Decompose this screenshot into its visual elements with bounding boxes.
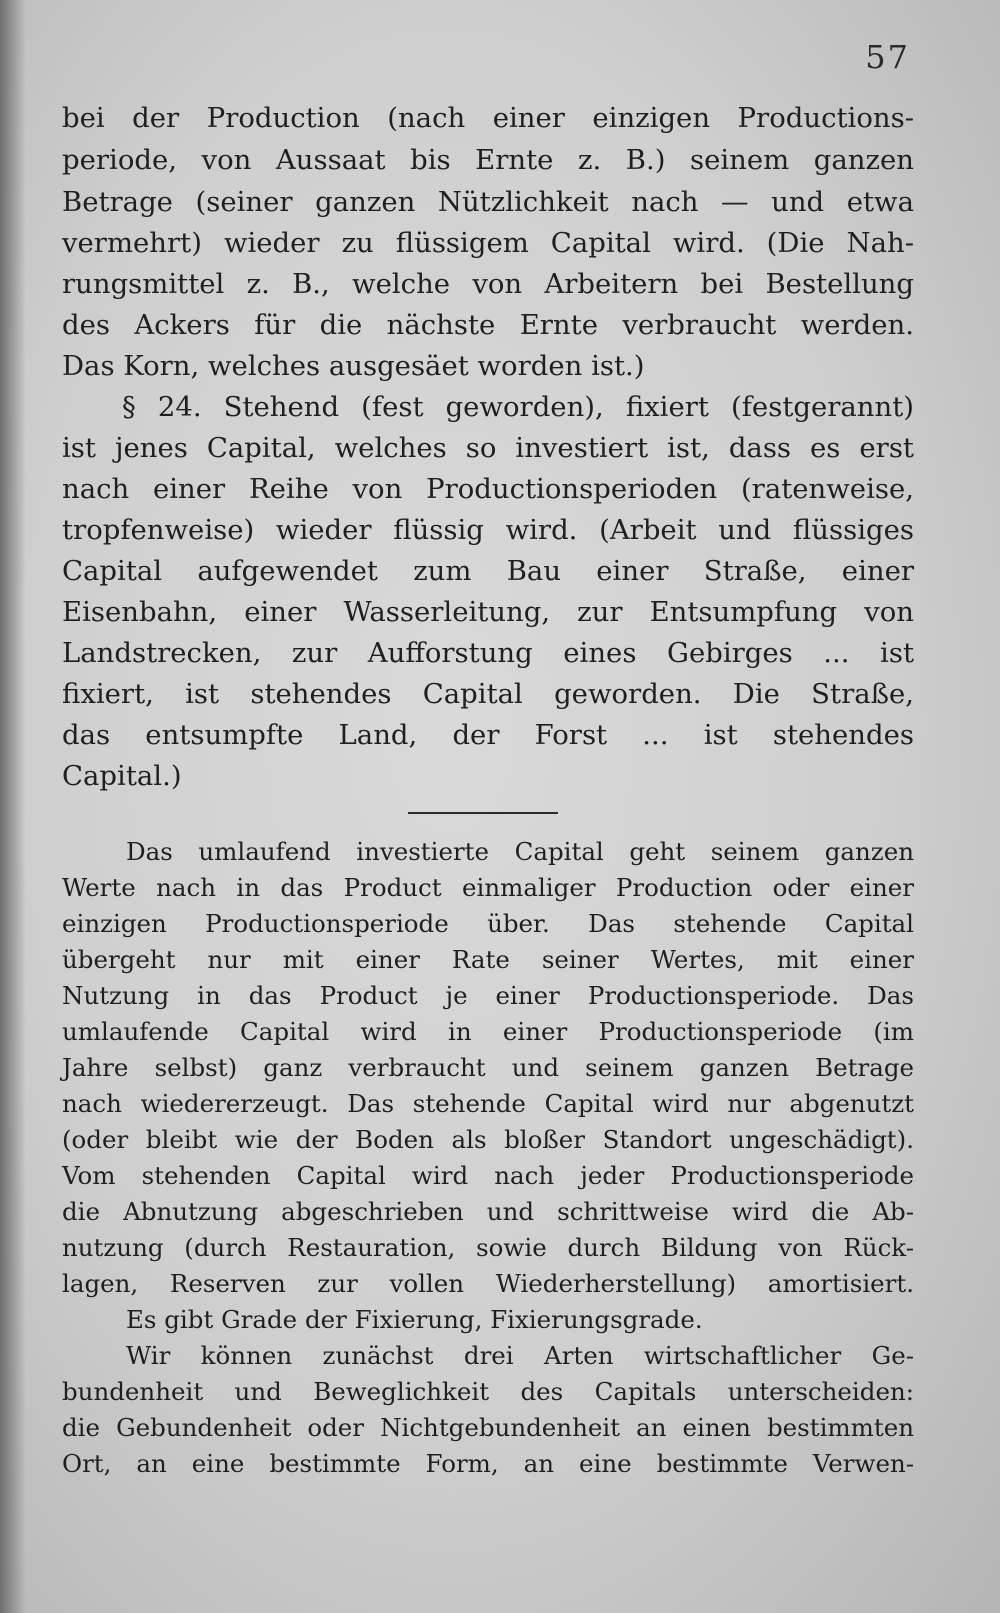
text-line: nach einer Reihe von Productionsperioden (ratenweise,	[62, 473, 914, 505]
text-line: fixiert, ist stehendes Capital geworden. Die Straße,	[62, 678, 914, 710]
text-line: tropfenweise) wieder flüssig wird. (Arbeit und flüssiges	[62, 514, 914, 546]
text-line: lagen, Reserven zur vollen Wiederherstellung) amortisiert.	[62, 1269, 914, 1298]
text-line: Capital aufgewendet zum Bau einer Straße, einer	[62, 555, 914, 587]
text-line: Eisenbahn, einer Wasserleitung, zur Entsumpfung von	[62, 596, 914, 628]
text-line: nach wiedererzeugt. Das stehende Capital wird nur abgenutzt	[62, 1089, 914, 1118]
text-line: Das umlaufend investierte Capital geht seinem ganzen	[126, 837, 914, 866]
section-heading-line: § 24. Stehend (fest geworden), fixiert (festgerannt)	[122, 391, 914, 423]
text-line: die Gebundenheit oder Nichtgebundenheit an einen bestimmten	[62, 1413, 914, 1442]
text-line: die Abnutzung abgeschrieben und schrittweise wird die Ab-	[62, 1197, 914, 1226]
text-line: Betrage (seiner ganzen Nützlichkeit nach — und etwa	[62, 186, 914, 218]
gutter-shadow	[0, 0, 26, 1613]
text-line: Wir können zunächst drei Arten wirtschaftlicher Ge-	[126, 1341, 914, 1370]
text-line: umlaufende Capital wird in einer Productionsperiode (im	[62, 1017, 914, 1046]
text-line: des Ackers für die nächste Ernte verbraucht werden.	[62, 309, 914, 341]
text-line: rungsmittel z. B., welche von Arbeitern bei Bestellung	[62, 268, 914, 300]
text-line: nutzung (durch Restauration, sowie durch Bildung von Rück-	[62, 1233, 914, 1262]
text-line: Nutzung in das Product je einer Productionsperiode. Das	[62, 981, 914, 1010]
section-divider	[408, 812, 558, 814]
text-line: Capital.)	[62, 760, 182, 792]
text-line: einzigen Productionsperiode über. Das stehende Capital	[62, 909, 914, 938]
text-line: Vom stehenden Capital wird nach jeder Productionsperiode	[62, 1161, 914, 1190]
text-line: Das Korn, welches ausgesäet worden ist.)	[62, 350, 645, 382]
text-line: Ort, an eine bestimmte Form, an eine bestimmte Verwen-	[62, 1449, 914, 1478]
text-line: Werte nach in das Product einmaliger Production oder einer	[62, 873, 914, 902]
text-line: bei der Production (nach einer einzigen Productions-	[62, 102, 914, 134]
text-line: periode, von Aussaat bis Ernte z. B.) seinem ganzen	[62, 144, 914, 176]
text-line: (oder bleibt wie der Boden als bloßer Standort ungeschädigt).	[62, 1125, 914, 1154]
text-line: das entsumpfte Land, der Forst ... ist stehendes	[62, 719, 914, 751]
text-line: ist jenes Capital, welches so investiert ist, dass es erst	[62, 432, 914, 464]
text-line: übergeht nur mit einer Rate seiner Wertes, mit einer	[62, 945, 914, 974]
page-number: 57	[865, 38, 910, 76]
text-line: vermehrt) wieder zu flüssigem Capital wird. (Die Nah-	[62, 227, 914, 259]
text-line: Jahre selbst) ganz verbraucht und seinem ganzen Betrage	[62, 1053, 914, 1082]
text-line: Landstrecken, zur Aufforstung eines Gebirges ... ist	[62, 637, 914, 669]
text-line: Es gibt Grade der Fixierung, Fixierungsgrade.	[126, 1305, 703, 1334]
text-line: bundenheit und Beweglichkeit des Capitals unterscheiden:	[62, 1377, 914, 1406]
